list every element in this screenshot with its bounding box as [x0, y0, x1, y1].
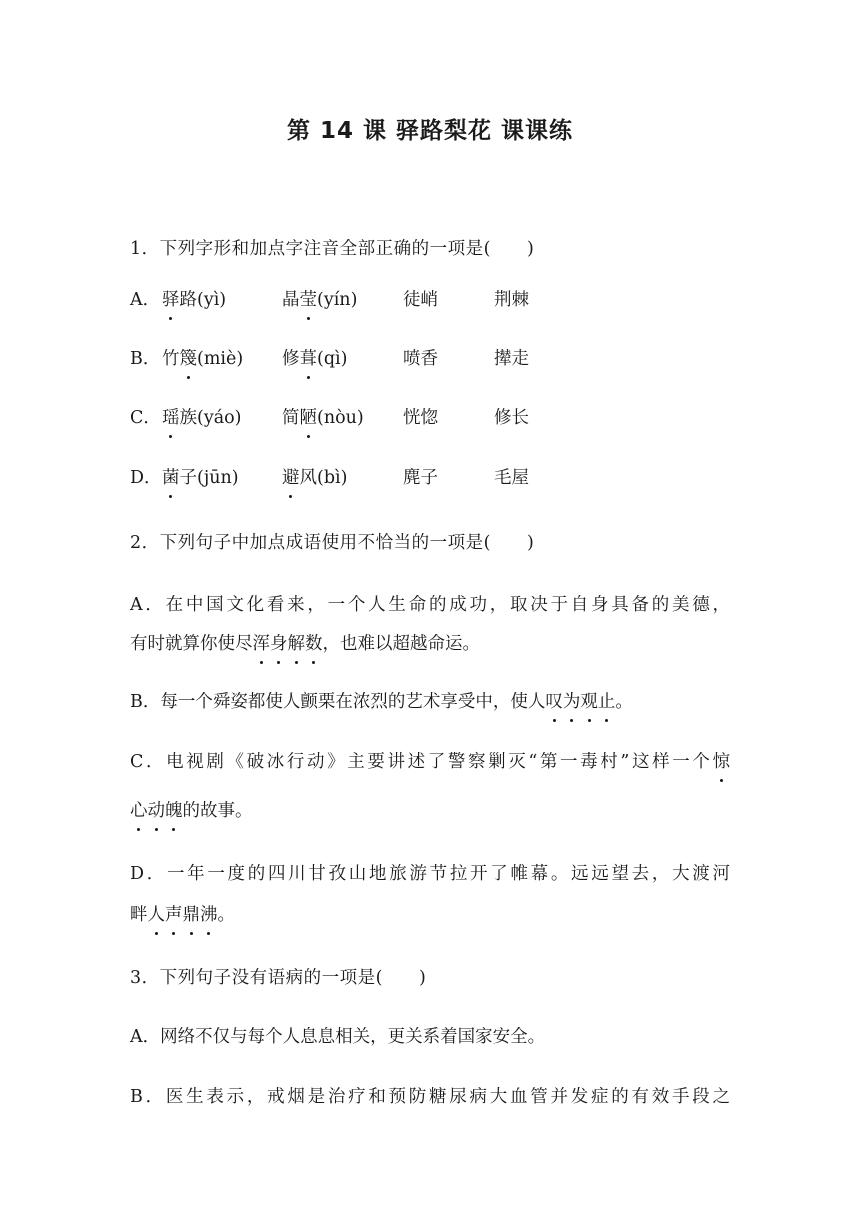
dotted-char: 葺	[300, 346, 318, 372]
q2-option-c-line-1: C．电视剧《破冰行动》主要讲述了警察剿灭“第一毒村”这样一个惊	[130, 749, 730, 775]
option-word-3: 喷香	[403, 349, 438, 369]
dotted-char: 陋	[300, 405, 318, 431]
dotted-char: 动	[148, 798, 166, 824]
option-word-1: 瑶族(yáo)	[162, 405, 242, 431]
dotted-char: 鼎	[183, 902, 201, 928]
dotted-idiom	[545, 692, 615, 712]
dotted-char: 浑	[253, 631, 271, 657]
option-label: A．	[130, 290, 161, 310]
dotted-char: 驿	[162, 287, 180, 313]
q3-option-b-line-1: B．医生表示，戒烟是治疗和预防糖尿病大血管并发症的有效手段之	[130, 1087, 730, 1107]
option-word-4: 修长	[494, 408, 529, 428]
dotted-char: 惊	[713, 749, 731, 775]
dotted-idiom	[130, 801, 183, 821]
option-word-1: 竹篾(miè)	[162, 346, 243, 372]
dotted-char: 魄	[165, 798, 183, 824]
option-word-3: 徒峭	[403, 290, 438, 310]
option-word-1: 菌子(jūn)	[162, 465, 239, 491]
q2-option-b: B．每一个舜姿都使人颤栗在浓烈的艺术享受中，使人叹为观止。	[130, 689, 633, 715]
option-label: D．	[130, 468, 162, 488]
q2-option-c-line-2: 心动魄的故事。	[130, 798, 253, 824]
option-word-2: 简陋(nòu)	[282, 405, 364, 431]
question-1-stem: 1．下列字形和加点字注音全部正确的一项是( )	[130, 239, 535, 259]
dotted-char: 瑶	[162, 405, 180, 431]
dotted-char: 叹	[545, 689, 563, 715]
dotted-char: 解	[288, 631, 306, 657]
dotted-char: 莹	[300, 287, 318, 313]
option-word-3: 恍惚	[403, 408, 438, 428]
dotted-char: 菌	[162, 465, 180, 491]
question-3-stem: 3．下列句子没有语病的一项是( )	[130, 968, 427, 988]
dotted-char: 声	[165, 902, 183, 928]
option-word-2: 晶莹(yín)	[282, 287, 357, 313]
dotted-char: 沸	[200, 902, 218, 928]
page-title: 第 14 课 驿路梨花 课课练	[286, 118, 574, 144]
option-word-1: 驿路(yì)	[162, 287, 226, 313]
dotted-idiom	[713, 752, 731, 772]
option-word-3: 麂子	[403, 468, 438, 488]
dotted-char: 止	[598, 689, 616, 715]
option-label: B．	[130, 349, 161, 369]
option-word-4: 撵走	[494, 349, 529, 369]
dotted-char: 身	[270, 631, 288, 657]
dotted-char: 数	[305, 631, 323, 657]
dotted-char: 为	[563, 689, 581, 715]
q2-option-d-line-2: 畔人声鼎沸。	[130, 902, 235, 928]
q3-option-a: A．网络不仅与每个人息息相关，更关系着国家安全。	[130, 1027, 546, 1047]
option-word-4: 毛屋	[494, 468, 529, 488]
option-word-2: 避风(bì)	[282, 465, 347, 491]
dotted-char: 避	[282, 465, 300, 491]
dotted-char: 观	[580, 689, 598, 715]
dotted-idiom	[253, 634, 323, 654]
option-label: C．	[130, 408, 161, 428]
dotted-char: 篾	[180, 346, 198, 372]
q2-option-a-line-2: 有时就算你使尽浑身解数，也难以超越命运。	[130, 631, 480, 657]
dotted-idiom	[148, 905, 218, 925]
dotted-char: 人	[148, 902, 166, 928]
q2-option-a-line-1: A．在中国文化看来，一个人生命的成功，取决于自身具备的美德，	[130, 595, 730, 615]
question-2-stem: 2．下列句子中加点成语使用不恰当的一项是( )	[130, 533, 535, 553]
option-word-2: 修葺(qì)	[282, 346, 347, 372]
dotted-char: 心	[130, 798, 148, 824]
option-word-4: 荆棘	[494, 290, 529, 310]
q2-option-d-line-1: D．一年一度的四川甘孜山地旅游节拉开了帷幕。远远望去，大渡河	[130, 864, 730, 884]
